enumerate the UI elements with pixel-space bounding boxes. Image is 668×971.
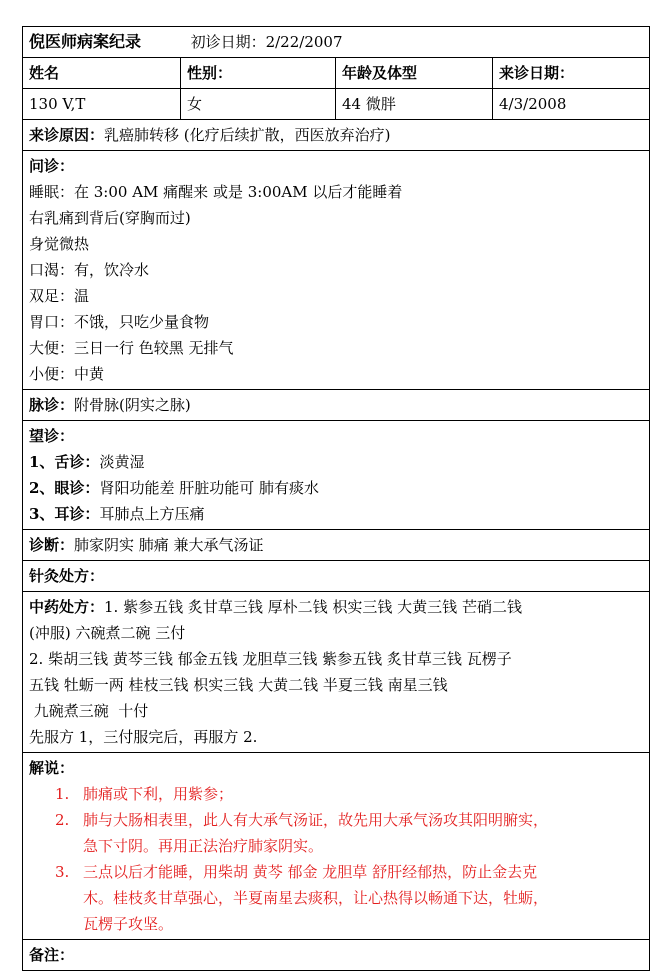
herbal-line: 五钱 牡蛎一两 桂枝三钱 枳实三钱 大黄二钱 半夏三钱 南星三钱 bbox=[29, 676, 448, 694]
case-record-page bbox=[22, 26, 649, 971]
diagnosis-text: 肺家阴实 肺痛 兼大承气汤证 bbox=[74, 536, 264, 554]
patient-name: 130 V,T bbox=[23, 89, 181, 120]
inspection-item-label: 1、舌诊： bbox=[29, 453, 100, 471]
explanation-item bbox=[29, 807, 644, 859]
herbal-line: 1. 紫参五钱 炙甘草三钱 厚朴二钱 枳实三钱 大黄三钱 芒硝二钱 bbox=[104, 598, 522, 616]
herbal-section bbox=[23, 592, 650, 753]
header-row bbox=[23, 27, 650, 58]
herbal-line: 先服方 1，三付服完后，再服方 2. bbox=[29, 728, 258, 746]
inspection-item-tongue bbox=[29, 449, 644, 475]
acupuncture-row bbox=[23, 561, 650, 592]
notes-row bbox=[23, 940, 650, 971]
pulse-label: 脉诊： bbox=[29, 396, 75, 414]
explanation-item-number: 2. bbox=[55, 811, 70, 829]
explanation-list bbox=[29, 781, 644, 937]
notes-label: 备注： bbox=[29, 946, 75, 964]
col-name-header: 姓名 bbox=[23, 58, 181, 89]
inspection-item-text: 耳肺点上方压痛 bbox=[99, 505, 205, 523]
inspection-item-text: 肾阳功能差 肝脏功能可 肺有痰水 bbox=[99, 479, 319, 497]
inquiry-line: 右乳痛到背后(穿胸而过) bbox=[29, 209, 191, 227]
explanation-line: 木。桂枝炙甘草强心，半夏南星去痰积，让心热得以畅通下达，牡蛎， bbox=[83, 889, 549, 907]
explanation-item-number: 1. bbox=[55, 785, 70, 803]
explanation-item-number: 3. bbox=[55, 863, 70, 881]
herbal-line: 九碗煮三碗 十付 bbox=[29, 702, 149, 720]
inspection-item-eye bbox=[29, 475, 644, 501]
col-age-header: 年龄及体型 bbox=[336, 58, 493, 89]
explanation-line: 三点以后才能睡，用柴胡 黄芩 郁金 龙胆草 舒肝经郁热，防止金去克 bbox=[83, 863, 538, 881]
patient-age-build: 44 微胖 bbox=[336, 89, 493, 120]
explanation-item bbox=[29, 859, 644, 937]
case-record-table bbox=[22, 26, 650, 971]
inquiry-line: 睡眠：在 3:00 AM 痛醒来 或是 3:00AM 以后才能睡着 bbox=[29, 183, 403, 201]
herbal-label: 中药处方： bbox=[29, 598, 105, 616]
record-title: 倪医师病案纪录 bbox=[29, 32, 142, 51]
herbal-line: 2. 柴胡三钱 黄芩三钱 郁金五钱 龙胆草三钱 紫参五钱 炙甘草三钱 瓦楞子 bbox=[29, 650, 512, 668]
inquiry-label: 问诊： bbox=[29, 157, 75, 175]
inquiry-line: 大便：三日一行 色较黑 无排气 bbox=[29, 339, 234, 357]
inspection-label: 望诊： bbox=[29, 427, 75, 445]
col-visit-date-header: 来诊日期： bbox=[493, 58, 650, 89]
pulse-row bbox=[23, 390, 650, 421]
explanation-label: 解说： bbox=[29, 759, 75, 777]
explanation-line: 瓦楞子攻坚。 bbox=[83, 915, 174, 933]
acupuncture-label: 针灸处方： bbox=[29, 567, 105, 585]
reason-text: 乳癌肺转移 (化疗后续扩散，西医放弃治疗) bbox=[104, 126, 391, 144]
inquiry-line: 胃口：不饿，只吃少量食物 bbox=[29, 313, 210, 331]
pulse-text: 附骨脉(阴实之脉) bbox=[74, 396, 191, 414]
first-visit-date: 初诊日期：2/22/2007 bbox=[190, 33, 343, 51]
diagnosis-label: 诊断： bbox=[29, 536, 75, 554]
explanation-line: 急下寸阴。再用正法治疗肺家阴实。 bbox=[83, 837, 324, 855]
inquiry-line: 双足：温 bbox=[29, 287, 90, 305]
explanation-line: 肺与大肠相表里，此人有大承气汤证，故先用大承气汤攻其阳明腑实， bbox=[83, 811, 549, 829]
inquiry-section bbox=[23, 151, 650, 390]
inquiry-line: 身觉微热 bbox=[29, 235, 90, 253]
herbal-line: (冲服) 六碗煮二碗 三付 bbox=[29, 624, 186, 642]
visit-date: 4/3/2008 bbox=[493, 89, 650, 120]
inspection-item-ear bbox=[29, 501, 644, 527]
inquiry-line: 小便：中黄 bbox=[29, 365, 105, 383]
diagnosis-row bbox=[23, 530, 650, 561]
explanation-section bbox=[23, 753, 650, 940]
inspection-item-label: 3、耳诊： bbox=[29, 505, 100, 523]
reason-row bbox=[23, 120, 650, 151]
inspection-item-text: 淡黄湿 bbox=[99, 453, 145, 471]
col-gender-header: 性别： bbox=[181, 58, 336, 89]
herbal-line-first bbox=[29, 594, 644, 620]
explanation-item bbox=[29, 781, 644, 807]
reason-label: 来诊原因： bbox=[29, 126, 105, 144]
inspection-item-label: 2、眼诊： bbox=[29, 479, 100, 497]
inspection-section bbox=[23, 421, 650, 530]
explanation-line: 肺痛或下利，用紫参； bbox=[83, 785, 234, 803]
inquiry-line: 口渴：有，饮冷水 bbox=[29, 261, 150, 279]
patient-gender: 女 bbox=[181, 89, 336, 120]
